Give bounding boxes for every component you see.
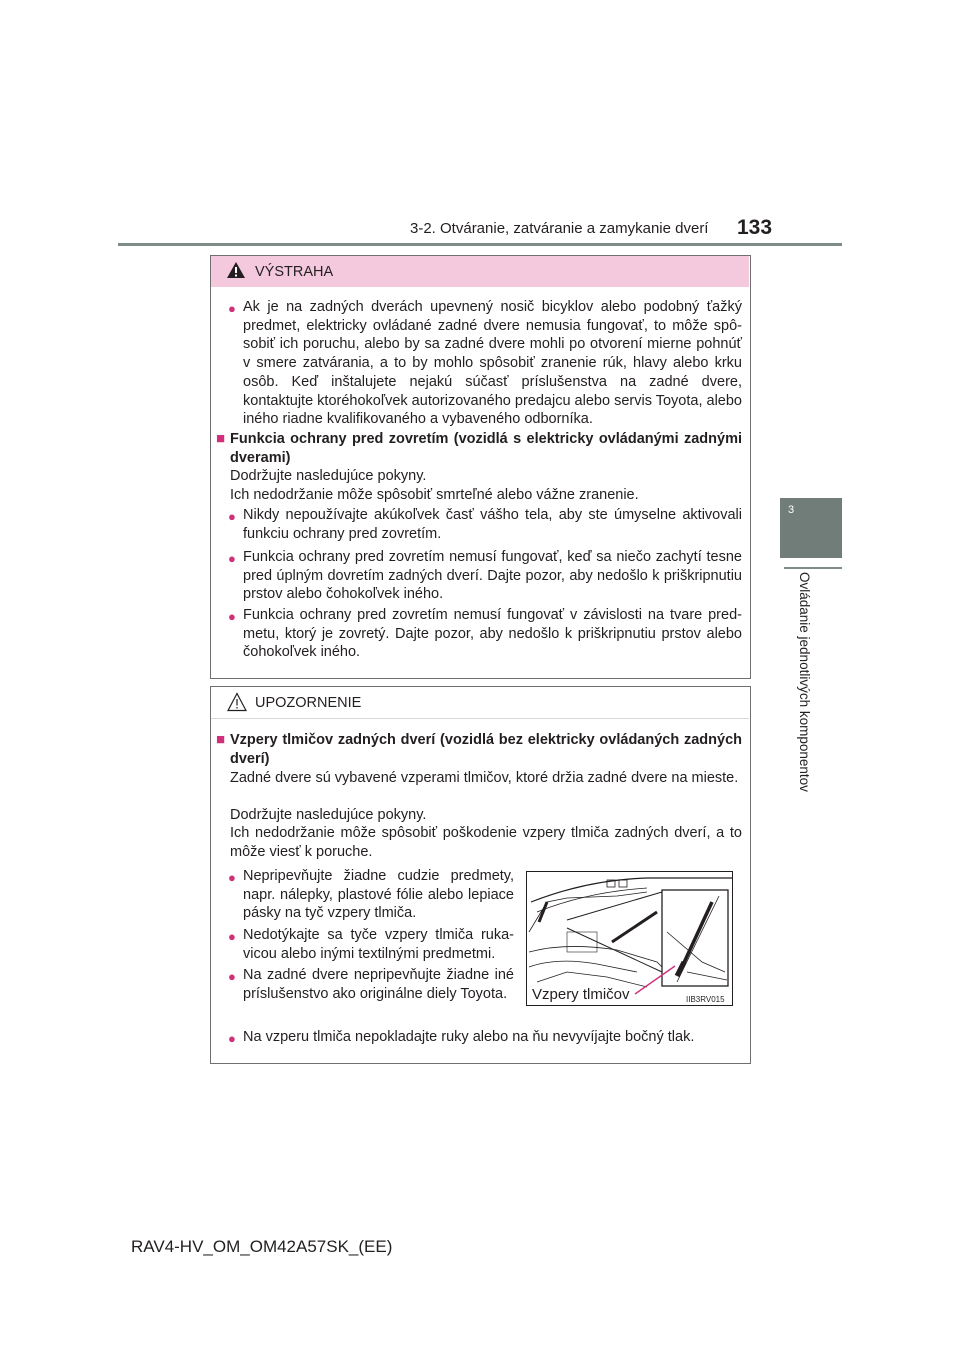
caution-section-title: Vzpery tlmičov zadných dverí (vozidlá bez elektricky ovládaných zadných dverí) [230,732,742,767]
caution-intro-2: Dodržujte nasledujúce pokyny. [230,807,427,823]
bullet-icon: ● [228,609,236,624]
warning-intro: Dodržujte nasledujúce pokyny. [230,468,427,484]
figure-label: Vzpery tlmičov [532,986,630,1003]
caution-intro-1: Zadné dvere sú vybavené vzperami tlmičov, ktoré držia zadné dvere na mieste. [230,770,739,786]
warning-intro-2: Ich nedodržanie môže spôsobiť smrteľné alebo vážne zranenie. [230,487,639,503]
chapter-title-container [790,572,814,872]
caution-title: UPOZORNENIE [255,695,362,711]
caution-divider [211,718,749,719]
caution-intro-3: Ich nedodržanie môže spôsobiť poškodenie vzpery tlmiča zadných dverí, a to môže viesť k poruche. [230,825,742,860]
warning-bullet-1: Ak je na zadných dverách upevnený nosič bicyklov alebo podobný ťažký predmet, elektricky ovládané zadné dvere nemusia fungovať, to môže spôsobiť ich poruchu, alebo by sa zadné dvere mohli po otvorení mierne pohnúť v smere zatvárania, a to by mohlo spôsobiť zranenie rúk, hlavy alebo krku osôb. Keď inštalujete nejakú súčasť príslušenstva na zadné dvere, kontaktujte ktoréhokoľvek autorizovaného predajcu alebo servis Toyota, alebo iného riadne kvalifikovaného a vybaveného odborníka. [243,299,742,428]
caution-bullet-1: Nepripevňujte žiadne cudzie predmety, napr. nálepky, plastové fólie alebo lepiace pásky na tyč vzpery tlmiča. [243,868,514,922]
warning-title: VÝSTRAHA [255,264,334,280]
warning-bullet-2: Nikdy nepoužívajte akúkoľvek časť vášho tela, aby ste úmyselne aktivovali funkciu ochrany pred zovretím. [243,507,742,542]
bullet-icon: ● [228,870,236,885]
bullet-icon: ● [228,301,236,316]
chapter-number: 3 [787,504,795,516]
bullet-icon: ● [228,969,236,984]
bullet-icon: ● [228,509,236,524]
caution-bullet-4: Na vzperu tlmiča nepokladajte ruky alebo na ňu nevyvíjajte bočný tlak. [243,1029,695,1045]
bullet-icon: ● [228,929,236,944]
chapter-title: Ovládanie jednotlivých komponentov [797,572,812,792]
chapter-tab-rule [784,567,842,569]
caution-bullet-2: Nedotýkajte sa tyče vzpery tlmiča rukavicou alebo inými textilnými predmetmi. [243,927,514,962]
document-code: RAV4-HV_OM_OM42A57SK_(EE) [131,1237,393,1256]
warning-icon [226,261,246,284]
bullet-icon: ● [228,1031,236,1046]
warning-bullet-4: Funkcia ochrany pred zovretím nemusí fungovať v závislosti na tvare predmetu, ktorý je zovretý. Dajte pozor, aby nedošlo k priškripnutiu prstov alebo čohokoľvek iného. [243,607,742,661]
figure-code: IIB3RV015 [686,995,725,1004]
warning-section-title: Funkcia ochrany pred zovretím (vozidlá s elektricky ovládanými zadnými dverami) [230,431,742,466]
bullet-icon: ● [228,551,236,566]
caution-bullet-3: Na zadné dvere nepripevňujte žiadne iné príslušenstvo ako originálne diely Toyota. [243,967,514,1002]
header-rule [118,243,842,246]
caution-icon [227,692,247,717]
square-bullet-icon: ■ [216,731,226,748]
section-title: 3-2. Otváranie, zatváranie a zamykanie dverí [410,220,709,237]
page-number: 133 [737,216,773,239]
warning-bullet-3: Funkcia ochrany pred zovretím nemusí fungovať, keď sa niečo zachytí tesne pred úplným dovretím zadných dverí. Dajte pozor, aby nedošlo k priškripnutiu prstov alebo čohokoľvek iného. [243,549,742,603]
square-bullet-icon: ■ [216,430,226,447]
